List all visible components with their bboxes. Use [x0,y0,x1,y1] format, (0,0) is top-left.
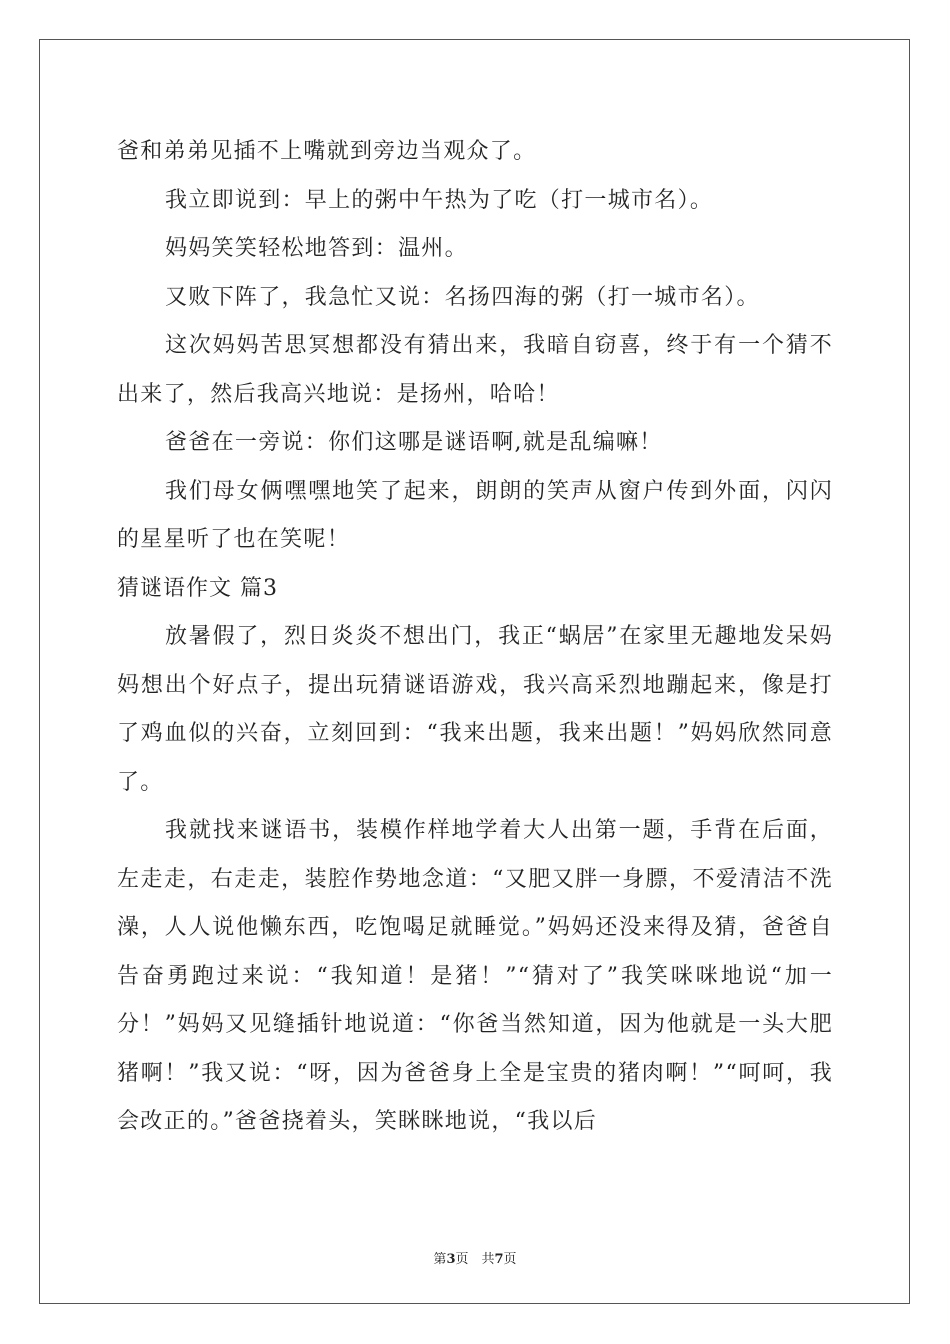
page-prefix: 第 [433,1252,447,1267]
section-heading: 猜谜语作文 篇3 [117,575,278,601]
paragraph: 我就找来谜语书，装模作样地学着大人出第一题，手背在后面，左走走，右走走，装腔作势地念道：“又肥又胖一身膘，不爱清洁不洗澡，人人说他懒东西，吃饱喝足就睡觉。”妈妈还没来得及猜，爸爸自告奋勇跑过来说：“我知道！是猪！”“猜对了”我笑咪咪地说“加一分！”妈妈又见缝插针地说道：“你爸当然知道，因为他就是一头大肥猪啊！”我又说：“呀，因为爸爸身上全是宝贵的猪肉啊！”“呵呵，我会改正的。”爸爸挠着头，笑眯眯地说，“我以后 [117,818,833,1134]
total-page-number: 7 [494,1252,504,1267]
paragraph: 爸爸在一旁说：你们这哪是谜语啊,就是乱编嘛！ [165,430,663,455]
paragraph: 爸和弟弟见插不上嘴就到旁边当观众了。 [117,139,537,164]
paragraph: 我立即说到：早上的粥中午热为了吃（打一城市名）。 [165,187,714,213]
page-middle-text: 页 共 [455,1252,495,1267]
paragraph: 又败下阵了，我急忙又说：名扬四海的粥（打一城市名）。 [165,284,760,310]
paragraph: 放暑假了，烈日炎炎不想出门，我正“蜗居”在家里无趣地发呆妈妈想出个好点子，提出玩猜谜语游戏，我兴高采烈地蹦起来，像是打了鸡血似的兴奋，立刻回到：“我来出题，我来出题！”妈妈欣然同意了。 [117,624,833,795]
current-page-number: 3 [446,1252,456,1267]
page-footer [0,1248,950,1267]
paragraph: 妈妈笑笑轻松地答到：温州。 [165,236,468,261]
paragraph: 这次妈妈苦思冥想都没有猜出来，我暗自窃喜，终于有一个猜不出来了，然后我高兴地说：是扬州，哈哈！ [117,333,833,407]
paragraph: 我们母女俩嘿嘿地笑了起来，朗朗的笑声从窗户传到外面，闪闪的星星听了也在笑呢！ [117,478,833,552]
document-body [117,128,833,1147]
page-suffix: 页 [503,1252,517,1267]
